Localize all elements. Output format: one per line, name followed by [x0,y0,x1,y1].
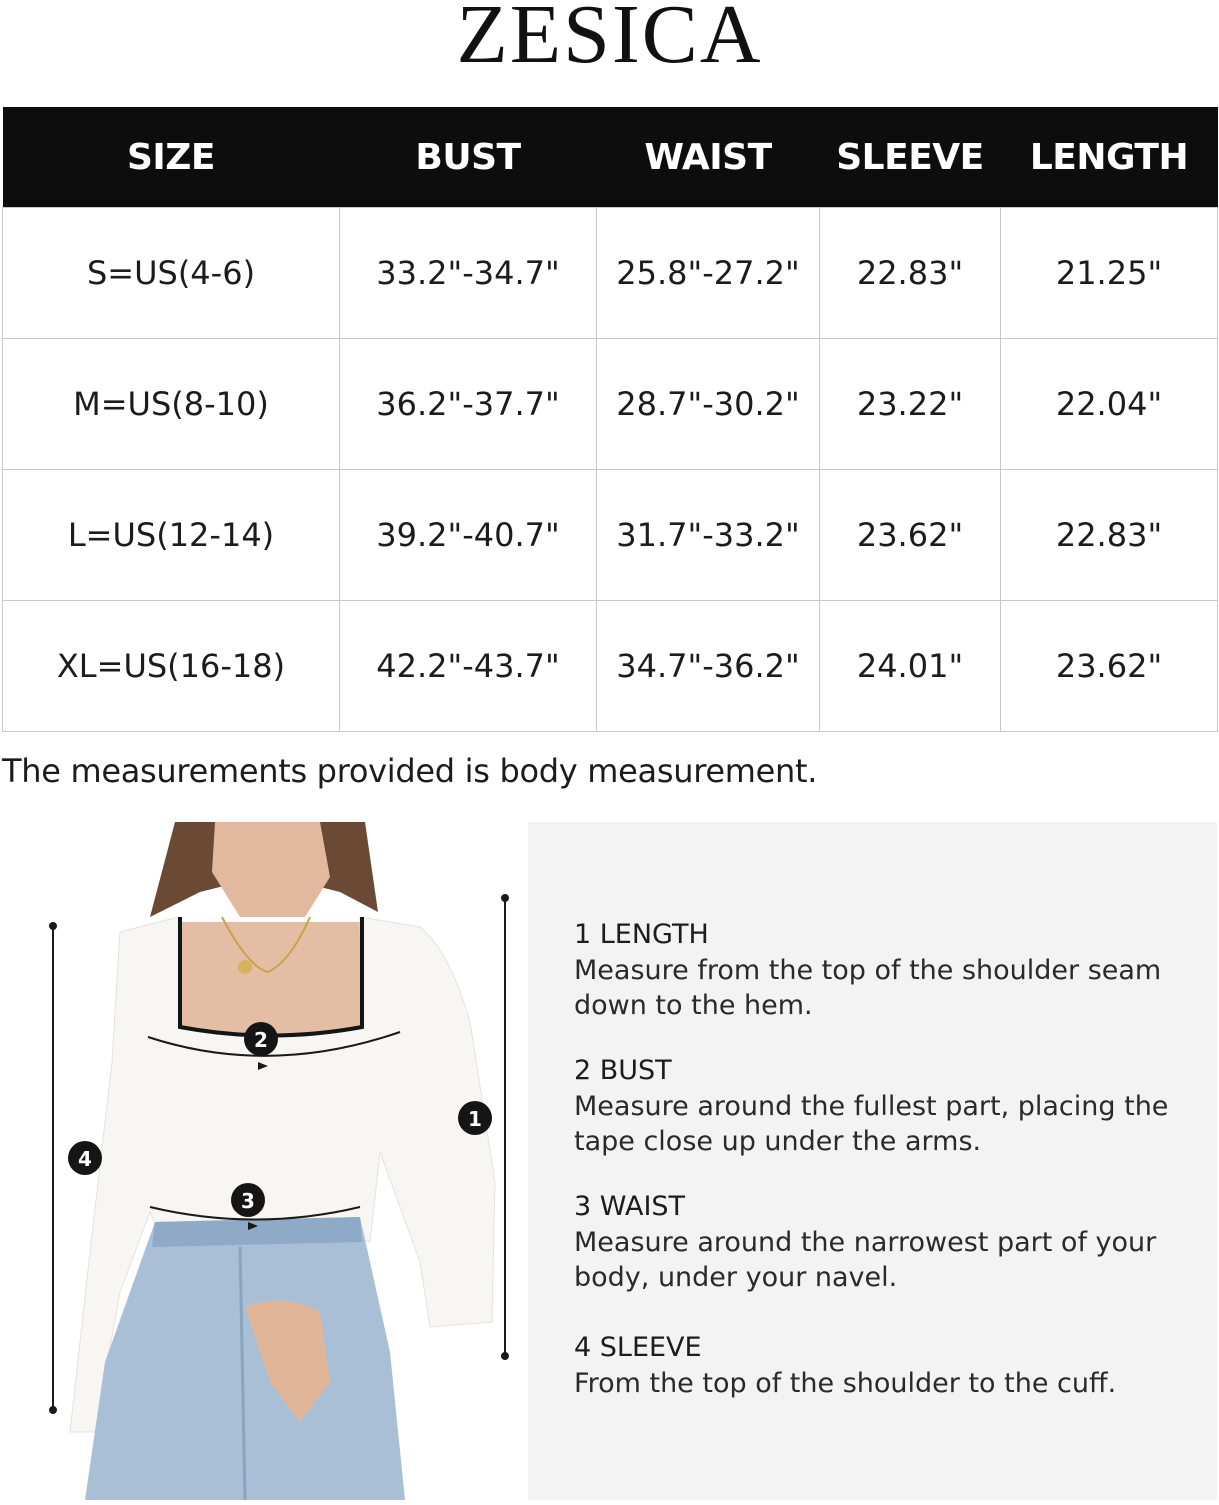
table-row [3,470,1218,601]
bust-cell: 36.2"-37.7" [340,339,597,470]
column-header-size: SIZE [3,107,340,208]
guide-description: Measure from the top of the shoulder seam down to the hem. [574,955,1162,1021]
guide-description: Measure around the fullest part, placing the tape close up under the arms. [574,1091,1169,1157]
guide-description: From the top of the shoulder to the cuff. [574,1368,1117,1399]
length-cell: 22.83" [1001,470,1218,601]
size-cell: M=US(8-10) [3,339,340,470]
sleeve-endpoint-top [49,922,57,930]
bust-cell: 33.2"-34.7" [340,208,597,339]
size-cell: L=US(12-14) [3,470,340,601]
guide-heading: 4 SLEEVE [574,1332,702,1363]
model-illustration [0,822,520,1500]
face-shape [212,822,330,917]
column-header-bust: BUST [340,107,597,208]
bust-cell: 42.2"-43.7" [340,601,597,732]
length-endpoint-top [501,894,509,902]
waist-cell: 28.7"-30.2" [597,339,820,470]
length-endpoint-bottom [501,1352,509,1360]
guide-item-sleeve [574,1332,1174,1401]
table-header-row [3,107,1218,208]
sleeve-cell: 23.62" [820,470,1001,601]
size-cell: S=US(4-6) [3,208,340,339]
marker-2-label: 2 [254,1028,268,1052]
guide-item-waist [574,1191,1174,1295]
guide-heading: 2 BUST [574,1055,672,1086]
table-row [3,339,1218,470]
length-cell: 21.25" [1001,208,1218,339]
marker-1 [458,1101,492,1135]
sleeve-endpoint-bottom [49,1406,57,1414]
waist-cell: 25.8"-27.2" [597,208,820,339]
sleeve-cell: 23.22" [820,339,1001,470]
marker-4-label: 4 [78,1147,92,1171]
table-row [3,208,1218,339]
length-cell: 23.62" [1001,601,1218,732]
waist-cell: 31.7"-33.2" [597,470,820,601]
model-photo [0,822,520,1500]
bust-cell: 39.2"-40.7" [340,470,597,601]
guide-heading: 3 WAIST [574,1191,686,1222]
table-row [3,601,1218,732]
marker-3 [231,1183,265,1217]
column-header-length: LENGTH [1001,107,1218,208]
marker-2 [244,1022,278,1056]
marker-3-label: 3 [241,1189,255,1213]
marker-4 [68,1141,102,1175]
column-header-sleeve: SLEEVE [820,107,1001,208]
length-cell: 22.04" [1001,339,1218,470]
sleeve-cell: 24.01" [820,601,1001,732]
marker-1-label: 1 [468,1107,482,1131]
guide-heading: 1 LENGTH [574,919,709,950]
size-chart-table [2,107,1218,732]
column-header-waist: WAIST [597,107,820,208]
neckline-skin [178,922,362,1036]
sleeve-cell: 22.83" [820,208,1001,339]
measurement-note: The measurements provided is body measurement. [2,752,818,790]
size-cell: XL=US(16-18) [3,601,340,732]
guide-item-length [574,919,1174,1023]
jeans-waistband [152,1217,362,1247]
guide-item-bust [574,1055,1174,1159]
guide-description: Measure around the narrowest part of your body, under your navel. [574,1227,1157,1293]
waist-cell: 34.7"-36.2" [597,601,820,732]
pendant [238,960,252,974]
brand-logo: ZESICA [456,0,763,81]
